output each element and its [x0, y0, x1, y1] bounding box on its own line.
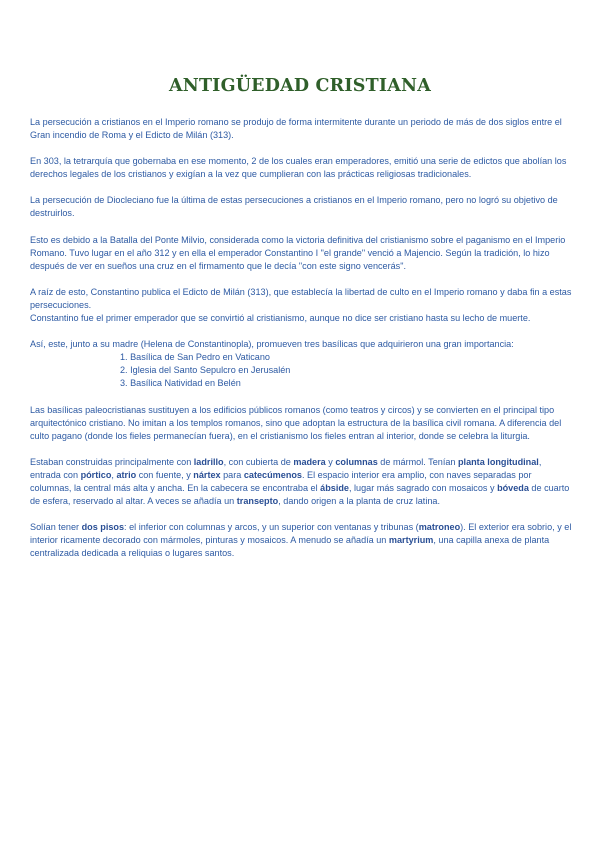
- text-run: : el inferior con columnas y arcos, y un superior con ventanas y tribunas (: [124, 522, 419, 533]
- term-transepto: transepto: [236, 496, 279, 507]
- list-item: 1. Basílica de San Pedro en Vaticano: [120, 352, 270, 363]
- text-run: para: [220, 469, 244, 480]
- text-run: Solían tener: [30, 522, 82, 533]
- term-boveda: bóveda: [497, 482, 529, 493]
- text-run: . El espacio interior era amplio, con naves separadas por columnas, la central más alta y ancha. En la cabecera se encontraba el: [30, 469, 532, 493]
- list-item: 2. Iglesia del Santo Sepulcro en Jerusalén: [120, 365, 291, 376]
- term-abside: ábside: [320, 482, 349, 493]
- text-run: , con cubierta de: [223, 456, 294, 467]
- text-run: y: [325, 456, 336, 467]
- paragraph-milvian-bridge: Esto es debido a la Batalla del Ponte Milvio, considerada como la victoria definitiva del cristianismo sobre el paganismo en el Imperio Romano. Tuvo lugar en el año 312 y en ella el emperador Constantino I "el grande" venció a Majencio. Según la tradición, lo hizo después de ver en sueños una cruz en el firmamento que le decía "con este signo vencerás".: [30, 234, 566, 271]
- paragraph-diocletian-persecution: La persecución de Diocleciano fue la última de estas persecuciones a cristianos en el Imperio romano, pero no logró su objetivo de destruirlos.: [30, 195, 558, 219]
- paragraph-tetrarchy-edicts: En 303, la tetrarquía que gobernaba en ese momento, 2 de los cuales eran emperadores, emitió una serie de edictos que abolían los derechos legales de los cristianos y exigían a la vez que cumplieran con las prácticas religiosas tradicionales.: [30, 156, 567, 180]
- term-planta-longitudinal: planta longitudinal: [457, 456, 539, 467]
- text-run: Estaban construidas principalmente con: [30, 456, 194, 467]
- term-madera: madera: [293, 456, 326, 467]
- term-atrio: atrio: [116, 469, 137, 480]
- paragraph-basilicas-intro: Así, este, junto a su madre (Helena de Constantinopla), promueven tres basílicas que adquirieron una gran importancia:: [30, 339, 514, 350]
- term-catecumenos: catecúmenos: [243, 469, 302, 480]
- paragraph-constantine-conversion: Constantino fue el primer emperador que se convirtió al cristianismo, aunque no dice ser cristiano hasta su lecho de muerte.: [30, 313, 531, 324]
- paragraph-paleochristian-basilicas: Las basílicas paleocristianas sustituyen a los edificios públicos romanos (como teatros y circos) y se convierten en el principal tipo arquitectónico cristiano. No imitan a los templos romanos, sino que adoptan la estructura de la basílica civil romana. A diferencia del culto pagano (donde los fieles permanecían fuera), en el cristianismo los fieles entran al interior, donde se celebra la liturgia.: [30, 404, 562, 441]
- term-columnas: columnas: [335, 456, 378, 467]
- text-run: , una capilla anexa de planta centralizada dedicada a reliquias o lugares santos.: [30, 535, 550, 559]
- term-nartex: nártex: [193, 469, 221, 480]
- text-run: , dando origen a la planta de cruz latina.: [278, 496, 440, 507]
- term-portico: pórtico: [80, 469, 112, 480]
- term-matroneo: matroneo: [418, 522, 461, 533]
- text-run: ,: [111, 469, 117, 480]
- term-ladrillo: ladrillo: [193, 456, 224, 467]
- text-run: con fuente, y: [136, 469, 194, 480]
- paragraph-floors: [30, 521, 574, 560]
- document-body: [30, 116, 574, 573]
- paragraph-construction: [30, 456, 574, 508]
- text-run: , lugar más sagrado con mosaicos y: [348, 482, 498, 493]
- page-title: ANTIGÜEDAD CRISTIANA: [168, 76, 431, 96]
- term-martyrium: martyrium: [388, 535, 434, 546]
- basilicas-list: [30, 351, 574, 390]
- paragraph-persecution-intro: La persecución a cristianos en el Imperio romano se produjo de forma intermitente durante un periodo de más de dos siglos entre el Gran incendio de Roma y el Edicto de Milán (313).: [30, 117, 562, 141]
- text-run: , entrada con: [30, 456, 542, 480]
- text-run: de mármol. Tenían: [377, 456, 458, 467]
- text-run: ). El exterior era sobrio, y el interior ricamente decorado con mármoles, pinturas y mosaicos. A menudo se añadía un: [30, 522, 572, 546]
- text-run: de cuarto de esfera, reservado al altar. A veces se añadía un: [30, 482, 570, 507]
- list-item: 3. Basílica Natividad en Belén: [120, 378, 241, 389]
- term-dos-pisos: dos pisos: [81, 522, 125, 533]
- paragraph-edict-of-milan: A raíz de esto, Constantino publica el Edicto de Milán (313), que establecía la libertad de culto en el Imperio romano y daba fin a estas persecuciones.: [30, 286, 572, 310]
